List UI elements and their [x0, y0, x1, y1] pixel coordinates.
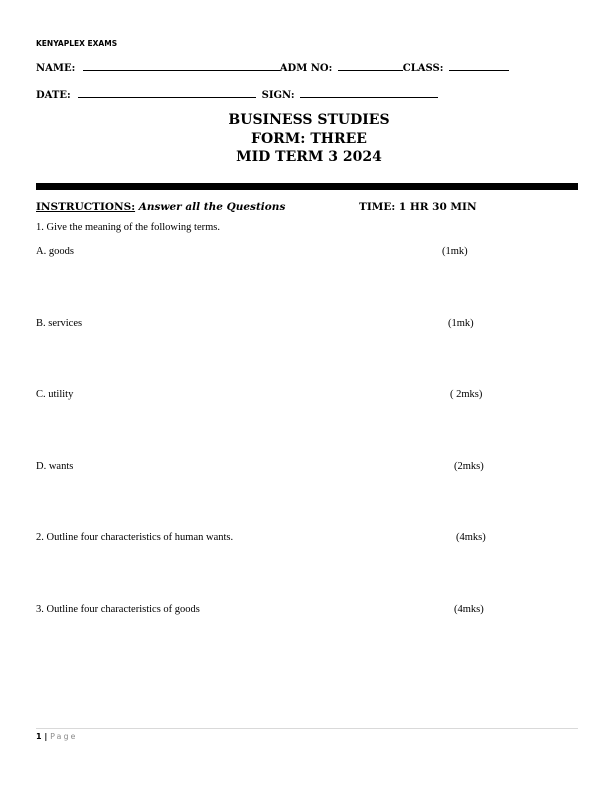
instructions	[36, 201, 285, 213]
sign-field[interactable]	[300, 88, 438, 98]
date-label: DATE:	[36, 90, 71, 101]
subject-title: BUSINESS STUDIES	[228, 112, 390, 128]
question-3-marks: (4mks)	[454, 604, 484, 615]
question-1c: C. utility	[36, 389, 74, 400]
question-1a-marks: (1mk)	[442, 246, 468, 257]
date-sign-row	[36, 88, 438, 101]
page-number: 1	[36, 732, 42, 741]
class-field[interactable]	[449, 61, 509, 71]
page-separator: |	[41, 732, 51, 741]
brand-label: KENYAPLEX EXAMS	[36, 39, 118, 48]
page-label: Page	[50, 732, 78, 741]
sign-label: SIGN:	[261, 90, 295, 101]
question-1b: B. services	[36, 318, 83, 329]
date-field[interactable]	[78, 88, 256, 98]
question-1a: A. goods	[36, 246, 74, 257]
question-2-marks: (4mks)	[456, 532, 486, 543]
question-1b-marks: (1mk)	[448, 318, 474, 329]
class-label: CLASS:	[402, 63, 444, 74]
question-1c-marks: ( 2mks)	[450, 389, 483, 400]
footer-divider	[36, 728, 578, 729]
adm-no-field[interactable]	[338, 61, 403, 71]
form-title: FORM: THREE	[251, 131, 367, 147]
question-3: 3. Outline four characteristics of goods	[36, 604, 200, 615]
question-1d-marks: (2mks)	[454, 461, 484, 472]
question-1: 1. Give the meaning of the following terms.	[36, 222, 221, 233]
page-footer	[36, 732, 77, 741]
name-field[interactable]	[83, 61, 280, 71]
name-adm-class-row	[36, 61, 509, 74]
time-allowed: TIME: 1 HR 30 MIN	[359, 201, 477, 213]
instructions-text: Answer all the Questions	[135, 201, 286, 213]
header-divider	[36, 183, 578, 190]
name-label: NAME:	[36, 63, 76, 74]
question-1d: D. wants	[36, 461, 74, 472]
term-title: MID TERM 3 2024	[236, 149, 382, 165]
question-2: 2. Outline four characteristics of human wants.	[36, 532, 234, 543]
adm-no-label: ADM NO:	[279, 63, 333, 74]
instructions-label: INSTRUCTIONS:	[36, 201, 136, 213]
